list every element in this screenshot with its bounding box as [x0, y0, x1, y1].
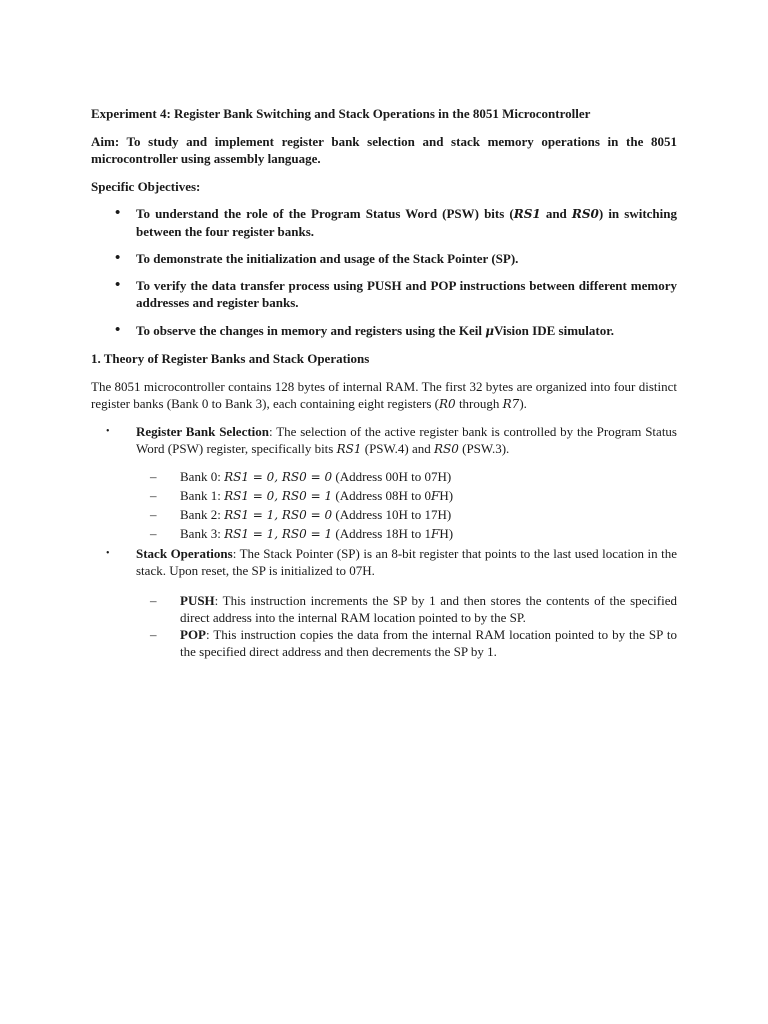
objective-bullet: •: [115, 250, 121, 266]
pop-description: POP: This instruction copies the data from the internal RAM location pointed to by the SP to the specified direct address and then decrements the SP by 1.: [180, 627, 677, 659]
dash-marker: –: [150, 488, 157, 503]
intro-paragraph: The 8051 microcontroller contains 128 bytes of internal RAM. The first 32 bytes are organized into four distinct register banks (Bank 0 to Bank 3), each containing eight registers (R0 through R7).: [91, 379, 677, 411]
dash-marker: –: [150, 526, 157, 541]
objective-3: To verify the data transfer process using PUSH and POP instructions between different memory addresses and register banks.: [136, 278, 677, 310]
push-description: PUSH: This instruction increments the SP by 1 and then stores the contents of the specified direct address into the internal RAM location pointed to by the SP.: [180, 593, 677, 625]
experiment-heading: Experiment 4: Register Bank Switching and Stack Operations in the 8051 Microcontroller: [91, 106, 591, 121]
bank-2-line: Bank 2: RS1 = 1, RS0 = 0 (Address 10H to 17H): [180, 507, 452, 522]
aim-paragraph: Aim: To study and implement register bank selection and stack memory operations in the 8051 microcontroller using assembly language.: [91, 134, 677, 166]
objective-bullet: •: [115, 277, 121, 293]
bank-1-line: Bank 1: RS1 = 0, RS0 = 1 (Address 08H to 0FH): [180, 488, 454, 503]
bank-0-line: Bank 0: RS1 = 0, RS0 = 0 (Address 00H to 07H): [180, 469, 452, 484]
objective-bullet: •: [115, 322, 121, 338]
objectives-title: Specific Objectives:: [91, 179, 201, 194]
objective-2: To demonstrate the initialization and usage of the Stack Pointer (SP).: [136, 251, 519, 266]
stack-operations: Stack Operations: The Stack Pointer (SP) is an 8-bit register that points to the last used location in the stack. Upon reset, the SP is initialized to 07H.: [136, 546, 678, 578]
small-bullet: •: [106, 548, 110, 559]
dash-marker: –: [150, 627, 157, 642]
objective-1: To understand the role of the Program Status Word (PSW) bits (RS1 and RS0) in switching between the four register banks.: [136, 206, 677, 239]
dash-marker: –: [150, 469, 157, 484]
small-bullet: •: [106, 426, 110, 437]
dash-marker: –: [150, 593, 157, 608]
bank-3-line: Bank 3: RS1 = 1, RS0 = 1 (Address 18H to 1FH): [180, 526, 454, 541]
objective-bullet: •: [115, 205, 121, 221]
objective-4: To observe the changes in memory and registers using the Keil μVision IDE simulator.: [136, 323, 615, 338]
register-bank-selection: Register Bank Selection: The selection of the active register bank is controlled by the Program Status Word (PSW) register, specifically bits RS1 (PSW.4) and RS0 (PSW.3).: [136, 424, 677, 456]
dash-marker: –: [150, 507, 157, 522]
section-1-title: 1. Theory of Register Banks and Stack Operations: [91, 351, 370, 366]
